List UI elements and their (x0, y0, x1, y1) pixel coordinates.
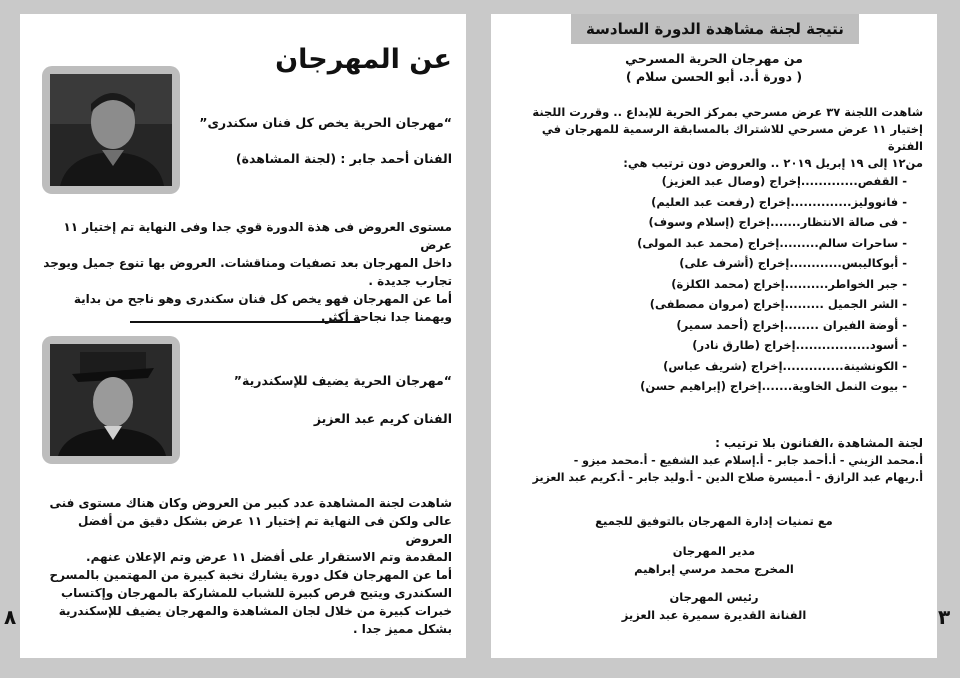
list-item: - القفص.............إخراج (وصال عبد العزيز) (661, 174, 907, 188)
list-item: - جبر الخواطر..........إخراج (محمد الكلزة) (671, 276, 907, 291)
para1-line: ويهمنا جدا نجاحة أكثر. (320, 310, 452, 324)
para1-line: تجارب جديدة . (368, 274, 452, 288)
results-heading: نتيجة لجنة مشاهدة الدورة السادسة (571, 14, 859, 44)
wishes: مع تمنيات إدارة المهرجان بالتوفيق للجميع (595, 514, 833, 528)
paragraph-1 (36, 218, 452, 326)
president-title: رئيس المهرجان (669, 590, 759, 604)
page-number-right: ٣ (938, 605, 951, 629)
author-2: الفنان كريم عبد العزيز (313, 411, 452, 426)
list-item: - فانووليز..............إخراج (رفعت عبد العليم) (651, 194, 907, 209)
list-item: - بيوت النمل الخاوية.......إخراج (إبراهيم حسن) (640, 379, 907, 393)
para2-line: بشكل مميز جدا . (352, 622, 452, 636)
para2-line: شاهدت لجنة المشاهدة عدد كبير من العروض وكان هناك مستوى فنى (49, 496, 452, 510)
portrait-image (50, 74, 172, 186)
para2-line: السكندرى ويتيح فرص كبيرة للشباب للمشاركة بالمهرجان وإكتساب (61, 586, 452, 600)
paragraph-2 (36, 494, 452, 638)
list-item: - أبوكاليبس............إخراج (أشرف على) (679, 256, 907, 270)
president-name: الفنانة القديرة سميرة عبد العزيز (621, 608, 807, 622)
committee-line: أ.محمد الزيني - أ.أحمد جابر - أ.إسلام عبد الشفيع - أ.محمد ميزو - (573, 454, 923, 467)
list-item: - أوضة الفيران ........إخراج (أحمد سمير) (676, 317, 907, 332)
divider (130, 321, 360, 323)
left-page (20, 14, 466, 658)
list-item: - الشر الجميل .........إخراج (مروان مصطفى) (649, 297, 907, 311)
right-page (491, 14, 937, 658)
para2-line: أما عن المهرجان فكل دورة يشارك نخبة كبيرة من المهتمين بالمسرح (49, 568, 452, 582)
quote-2: “مهرجان الحرية يضيف للإسكندرية” (233, 373, 452, 388)
shows-list (577, 171, 907, 397)
committee-members (499, 452, 923, 486)
quote-1: “مهرجان الحرية يخص كل فنان سكندرى” (199, 115, 452, 130)
list-item: - أسود.................إخراج (طارق نادر) (692, 338, 907, 352)
list-item: - فى صالة الانتظار.......إخراج (إسلام وسوف) (648, 215, 907, 229)
director-title: مدير المهرجان (672, 544, 756, 558)
director-name: المخرج محمد مرسي إبراهيم (634, 562, 794, 576)
portrait-karim-abdelaziz (42, 336, 180, 464)
subtitle-2: ( دورة أ.د. أبو الحسن سلام ) (625, 69, 803, 84)
intro-line: إختيار ١١ عرض مسرحي للاشتراك بالمسابقة الرسمية للمهرجان في الفترة (541, 122, 923, 153)
para1-line: مستوى العروض فى هذة الدورة قوي جدا وفى النهاية تم إختيار ١١ عرض (63, 220, 452, 252)
committee-line: أ.ريهام عبد الرازق - أ.ميسرة صلاح الدين - أ.وليد جابر - أ.كريم عبد العزيز (532, 471, 923, 484)
page-title: عن المهرجان (275, 44, 452, 75)
subtitle-1: من مهرجان الحرية المسرحي (625, 51, 803, 66)
para2-line: المقدمة وتم الاستقرار على أفضل ١١ عرض وتم الإعلان عنهم. (86, 550, 452, 564)
intro-paragraph (503, 104, 923, 172)
para2-line: خبرات كبيرة من خلال لجان المشاهدة والمهرجان يضيف للإسكندرية (58, 604, 452, 618)
intro-line: من١٢ إلى ١٩ إبريل ٢٠١٩ .. والعروض دون ترتيب هي: (623, 156, 923, 170)
list-item: - ساحرات سالم.........إخراج (محمد عبد المولى) (637, 235, 907, 250)
page-number-left: ٨ (4, 605, 17, 629)
portrait-ahmed-gaber (42, 66, 180, 194)
list-item: - الكونشينة..............إخراج (شريف عباس) (663, 358, 907, 373)
para2-line: عالى ولكن فى النهاية تم إختيار ١١ عرض بشكل دقيق من أفضل العروض (77, 514, 452, 546)
author-1: الفنان أحمد جابر : (لجنة المشاهدة) (235, 151, 452, 166)
committee-title: لجنة المشاهدة ،الفنانون بلا ترتيب : (715, 436, 923, 450)
intro-line: شاهدت اللجنة ٣٧ عرض مسرحي بمركز الحرية للإبداع .. وقررت اللجنة (532, 105, 923, 119)
portrait-image (50, 344, 172, 456)
para1-line: أما عن المهرجان فهو يخص كل فنان سكندرى وهو ناجح من بداية (73, 292, 452, 306)
para1-line: داخل المهرجان بعد تصفيات ومناقشات. العروض بها تنوع جميل ويوجد (43, 256, 452, 270)
